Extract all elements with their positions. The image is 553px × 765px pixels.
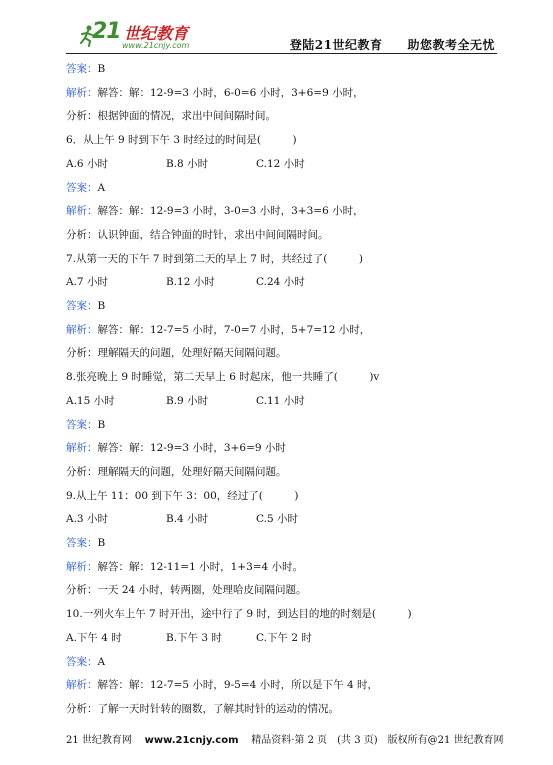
analysis-line xyxy=(66,204,364,218)
line-text: 分析：根据钟面的情况，求出中间间隔时间。 xyxy=(66,110,276,123)
analysis-line xyxy=(66,560,303,574)
explanation-line xyxy=(66,702,339,716)
analysis-line xyxy=(66,441,286,455)
line-text: 8.张亮晚上 9 时睡觉，第二天早上 6 时起床，他一共睡了( )v xyxy=(66,371,380,384)
explanation-line xyxy=(66,346,287,360)
option-c: C.24 小时 xyxy=(256,276,305,289)
analysis-line xyxy=(66,678,378,692)
answer-line xyxy=(66,655,105,669)
option-c: C.下午 2 时 xyxy=(256,631,312,644)
question-line xyxy=(66,133,297,147)
question-line xyxy=(66,489,299,503)
line-label: 解析： xyxy=(66,679,98,692)
line-text: B xyxy=(97,537,106,549)
line-label: 答案： xyxy=(66,655,98,668)
line-text: 解答：解：12-7=5 小时，7-0=7 小时，5+7=12 小时， xyxy=(97,323,371,336)
line-label: 解析： xyxy=(66,323,98,336)
option-a: A.3 小时 xyxy=(66,513,108,526)
line-text: 解答：解：12-9=3 小时，6-0=6 小时，3+6=9 小时， xyxy=(97,86,364,99)
option-a: A.6 小时 xyxy=(66,157,108,170)
logo-text: 世纪教育 xyxy=(124,24,189,43)
footer-site: 21 世纪教育网 xyxy=(66,735,132,746)
option-c: C.11 小时 xyxy=(256,394,305,407)
page-header xyxy=(0,0,553,56)
line-text: A xyxy=(97,181,106,194)
line-label: 解析： xyxy=(66,442,98,455)
line-text: 解答：解：12-9=3 小时，3-0=3 小时，3+3=6 小时， xyxy=(97,205,364,218)
line-text: 7.从第一天的下午 7 时到第二天的早上 7 时，共经过了( ) xyxy=(66,252,363,265)
header-slogan: 登陆21世纪教育 助您教考全无忧 xyxy=(289,38,495,52)
line-label: 解析： xyxy=(66,205,98,218)
line-label: 解析： xyxy=(66,560,98,573)
option-a: A.7 小时 xyxy=(66,276,108,289)
answer-line xyxy=(66,418,105,432)
answer-line xyxy=(66,62,105,76)
line-text: 解答：解：12-7=5 小时，9-5=4 小时，所以是下午 4 时， xyxy=(97,679,378,692)
line-label: 答案： xyxy=(66,300,98,312)
logo-url: www.21cnjy.com xyxy=(122,41,190,50)
line-label: 解析： xyxy=(66,86,98,99)
site-logo xyxy=(82,17,202,53)
line-text: 10.一列火车上午 7 时开出，途中行了 9 时，到达目的地的时刻是( ) xyxy=(66,608,412,621)
footer-info: 精品资料·第 2 页 (共 3 页) 版权所有@21 世纪教育网 xyxy=(251,735,504,746)
line-text: 分析：一天 24 小时，转两圈，处理哈皮间隔问题。 xyxy=(66,584,307,597)
answer-line xyxy=(66,536,105,550)
option-a: A.15 小时 xyxy=(66,394,115,407)
option-a: A.下午 4 时 xyxy=(66,631,122,644)
line-text: B xyxy=(97,300,106,312)
option-c: C.5 小时 xyxy=(256,513,299,526)
analysis-line xyxy=(66,323,370,337)
line-text: 解答：解：12-9=3 小时，3+6=9 小时 xyxy=(97,442,286,455)
line-label: 答案： xyxy=(66,418,98,431)
line-text: B xyxy=(97,63,106,75)
line-label: 答案： xyxy=(66,181,98,194)
line-text: 分析：理解隔天的问题，处理好隔天间隔问题。 xyxy=(66,465,287,478)
option-b: B.12 小时 xyxy=(166,276,215,289)
question-line xyxy=(66,370,379,384)
header-divider xyxy=(66,53,497,54)
option-b: B.下午 3 时 xyxy=(166,631,222,644)
option-b: B.9 小时 xyxy=(166,394,209,407)
option-b: B.8 小时 xyxy=(166,157,209,170)
analysis-line xyxy=(66,86,364,100)
line-text: B xyxy=(97,418,106,431)
question-line xyxy=(66,252,363,266)
line-text: 分析：理解隔天的问题，处理好隔天间隔问题。 xyxy=(66,347,287,360)
line-text: A xyxy=(97,655,106,668)
explanation-line xyxy=(66,465,287,479)
answer-line xyxy=(66,299,105,313)
page-footer xyxy=(66,731,504,746)
explanation-line xyxy=(66,109,276,123)
line-text: 解答：解：12-11=1 小时，1+3=4 小时。 xyxy=(97,560,304,573)
answer-line xyxy=(66,181,105,195)
option-b: B.4 小时 xyxy=(166,513,209,526)
line-text: 分析：认识钟面，结合钟面的时针，求出中间间隔时间。 xyxy=(66,228,329,241)
line-label: 答案： xyxy=(66,63,98,75)
logo-number: 21 xyxy=(92,19,121,44)
explanation-line xyxy=(66,228,329,242)
explanation-line xyxy=(66,583,307,597)
question-line xyxy=(66,607,412,621)
line-text: 6．从上午 9 时到下午 3 时经过的时间是( ) xyxy=(66,134,297,147)
line-text: 分析：了解一天时针转的圈数，了解其时针的运动的情况。 xyxy=(66,702,339,715)
line-label: 答案： xyxy=(66,537,98,549)
footer-url[interactable]: www.21cnjy.com xyxy=(144,735,239,746)
option-c: C.12 小时 xyxy=(256,157,305,170)
line-text: 9.从上午 11：00 到下午 3：00，经过了( ) xyxy=(66,489,299,502)
